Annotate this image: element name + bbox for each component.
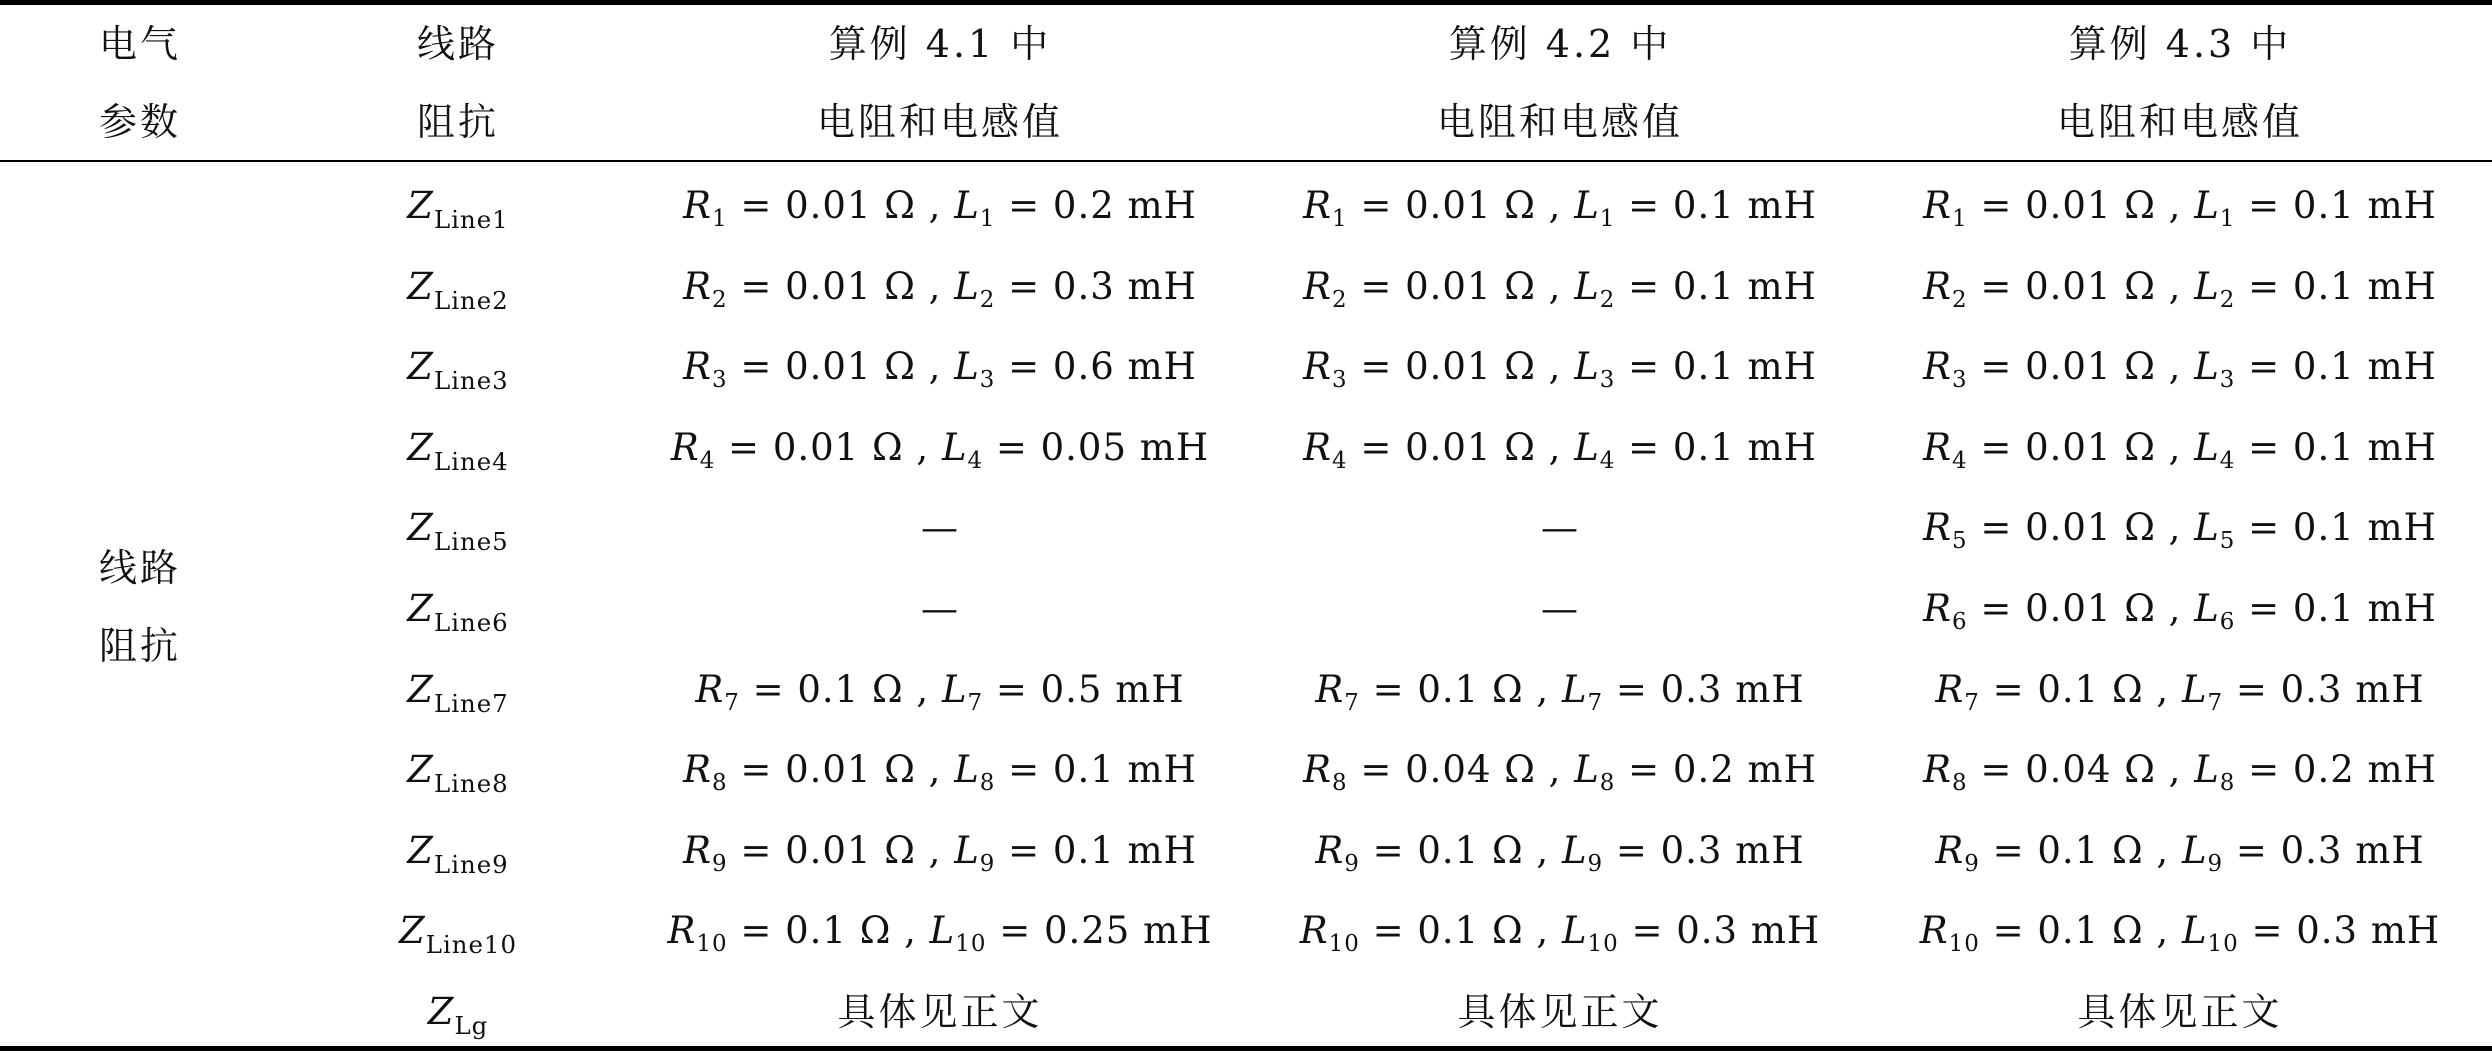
inductance-subscript: 7 [2207, 690, 2224, 717]
resistance-value: = 0.01 Ω , [727, 184, 955, 227]
resistance-symbol: R [1299, 909, 1329, 952]
resistance-symbol: R [695, 668, 725, 711]
inductance-symbol: L [2181, 668, 2208, 711]
inductance-value: = 0.1 mH [2235, 587, 2437, 630]
resistance-subscript: 7 [724, 690, 740, 717]
resistance-symbol: R [1303, 184, 1332, 227]
resistance-value: = 0.1 Ω , [1979, 829, 2182, 872]
impedance-label [358, 265, 558, 315]
value-cell-case-2 [1250, 508, 1870, 548]
impedance-symbol: Z [407, 829, 434, 872]
inductance-symbol: L [2194, 345, 2220, 388]
resistance-value: = 0.01 Ω , [1967, 506, 2195, 549]
value-cell-case-3 [1870, 426, 2490, 475]
resistance-symbol: R [1923, 748, 1952, 791]
resistance-value: = 0.01 Ω , [1967, 426, 2195, 469]
header-col1-line2: 参数 [98, 100, 181, 144]
inductance-symbol: L [954, 345, 980, 388]
resistance-symbol: R [683, 184, 712, 227]
value-cell-case-1 [630, 829, 1250, 878]
impedance-subscript: Line2 [434, 285, 509, 315]
inductance-value: = 0.1 mH [2235, 265, 2437, 308]
inductance-symbol: L [954, 748, 980, 791]
resistance-value: = 0.04 Ω , [1347, 748, 1575, 791]
inductance-subscript: 7 [967, 690, 984, 717]
resistance-value: = 0.1 Ω , [1979, 668, 2182, 711]
impedance-label [358, 426, 558, 476]
impedance-symbol: Z [407, 748, 434, 791]
value-cell-case-1 [630, 184, 1250, 233]
resistance-symbol: R [1923, 587, 1952, 630]
resistance-value: = 0.1 Ω , [1359, 668, 1562, 711]
inductance-value: = 0.3 mH [995, 265, 1197, 308]
resistance-subscript: 10 [1948, 931, 1980, 958]
resistance-value: = 0.01 Ω , [1967, 587, 2195, 630]
inductance-subscript: 8 [979, 770, 996, 797]
inductance-subscript: 4 [2219, 448, 2236, 475]
inductance-value: = 0.1 mH [995, 829, 1197, 872]
resistance-value: = 0.01 Ω , [727, 265, 955, 308]
resistance-symbol: R [683, 829, 712, 872]
value-cell-case-1 [630, 748, 1250, 797]
inductance-value: = 0.2 mH [1615, 748, 1817, 791]
value-cell-case-1 [630, 426, 1250, 475]
resistance-value: = 0.1 Ω , [739, 668, 942, 711]
inductance-symbol: L [954, 829, 980, 872]
impedance-symbol: Z [407, 587, 434, 630]
inductance-symbol: L [954, 184, 980, 227]
inductance-symbol: L [941, 668, 968, 711]
inductance-symbol: L [2194, 426, 2220, 469]
inductance-symbol: L [2181, 829, 2208, 872]
resistance-subscript: 7 [1344, 690, 1360, 717]
resistance-symbol: R [1923, 426, 1952, 469]
resistance-symbol: R [1923, 265, 1952, 308]
inductance-value: = 0.3 mH [2223, 829, 2425, 872]
resistance-subscript: 8 [711, 770, 728, 797]
impedance-symbol: Z [407, 668, 434, 711]
resistance-subscript: 5 [1951, 528, 1968, 555]
inductance-symbol: L [929, 909, 956, 952]
value-cell-case-3 [1870, 668, 2490, 717]
inductance-symbol: L [1574, 748, 1600, 791]
resistance-value: = 0.1 Ω , [1359, 829, 1562, 872]
header-col3-line1: 算例 4.1 中 [828, 22, 1052, 66]
inductance-value: = 0.1 mH [2235, 184, 2437, 227]
inductance-value: = 0.1 mH [995, 748, 1197, 791]
resistance-value: = 0.01 Ω , [727, 829, 955, 872]
resistance-value: = 0.01 Ω , [1967, 184, 2195, 227]
inductance-subscript: 9 [979, 851, 996, 878]
resistance-value: = 0.1 Ω , [727, 909, 930, 952]
inductance-value: = 0.1 mH [1615, 265, 1817, 308]
inductance-value: = 0.2 mH [995, 184, 1197, 227]
impedance-label [358, 990, 558, 1040]
resistance-subscript: 9 [1964, 851, 1980, 878]
inductance-symbol: L [1574, 184, 1600, 227]
resistance-symbol: R [1935, 829, 1965, 872]
inductance-value: = 0.3 mH [1603, 829, 1805, 872]
resistance-value: = 0.1 Ω , [1979, 909, 2182, 952]
inductance-subscript: 10 [1587, 931, 1619, 958]
inductance-subscript: 9 [1587, 851, 1604, 878]
note-text: 具体见正文 [1457, 990, 1663, 1034]
value-cell-case-2 [1250, 426, 1870, 475]
resistance-symbol: R [1923, 506, 1952, 549]
value-cell-case-3 [1870, 345, 2490, 394]
resistance-symbol: R [1923, 184, 1952, 227]
value-cell-case-2 [1250, 184, 1870, 233]
inductance-symbol: L [2181, 909, 2208, 952]
value-cell-case-2 [1250, 589, 1870, 629]
inductance-symbol: L [2194, 184, 2220, 227]
resistance-value: = 0.01 Ω , [1347, 345, 1575, 388]
inductance-symbol: L [2194, 587, 2220, 630]
inductance-subscript: 8 [2219, 770, 2236, 797]
value-cell-case-1 [630, 668, 1250, 717]
inductance-value: = 0.1 mH [2235, 426, 2437, 469]
resistance-value: = 0.01 Ω , [1347, 184, 1575, 227]
resistance-subscript: 7 [1964, 690, 1980, 717]
dash: — [1541, 587, 1579, 630]
resistance-subscript: 4 [1951, 448, 1968, 475]
inductance-value: = 0.1 mH [1615, 184, 1817, 227]
inductance-subscript: 3 [1599, 367, 1616, 394]
group-label-line2: 阻抗 [98, 624, 181, 668]
inductance-value: = 0.25 mH [986, 909, 1213, 952]
inductance-subscript: 2 [979, 287, 996, 314]
resistance-symbol: R [1303, 265, 1332, 308]
impedance-subscript: Line1 [434, 204, 509, 234]
resistance-subscript: 3 [1951, 367, 1968, 394]
impedance-label [358, 345, 558, 395]
impedance-subscript: Line6 [434, 607, 509, 637]
resistance-symbol: R [1303, 748, 1332, 791]
value-cell-case-1 [630, 345, 1250, 394]
inductance-value: = 0.3 mH [1603, 668, 1805, 711]
resistance-symbol: R [1923, 345, 1952, 388]
resistance-subscript: 6 [1951, 609, 1968, 636]
inductance-symbol: L [1561, 829, 1588, 872]
resistance-symbol: R [1315, 829, 1345, 872]
inductance-symbol: L [2194, 265, 2220, 308]
inductance-subscript: 3 [2219, 367, 2236, 394]
impedance-subscript: Line7 [434, 688, 509, 718]
dash: — [921, 587, 959, 630]
value-cell-case-1 [630, 508, 1250, 548]
inductance-value: = 0.3 mH [2223, 668, 2425, 711]
inductance-value: = 0.05 mH [983, 426, 1210, 469]
resistance-value: = 0.01 Ω , [727, 748, 955, 791]
impedance-label [358, 506, 558, 556]
inductance-value: = 0.3 mH [2238, 909, 2441, 952]
impedance-symbol: Z [427, 990, 455, 1033]
impedance-symbol: Z [407, 426, 434, 469]
resistance-subscript: 10 [696, 931, 728, 958]
resistance-value: = 0.01 Ω , [1967, 265, 2195, 308]
header-col2-line2: 阻抗 [416, 100, 499, 144]
header-col3-line2: 电阻和电感值 [816, 100, 1063, 144]
inductance-subscript: 10 [2207, 931, 2239, 958]
value-cell-case-3 [1870, 992, 2490, 1032]
resistance-subscript: 1 [1331, 206, 1348, 233]
inductance-symbol: L [954, 265, 980, 308]
header-col2-line1: 线路 [416, 22, 499, 66]
inductance-subscript: 8 [1599, 770, 1616, 797]
table-top-rule [0, 0, 2492, 5]
resistance-subscript: 2 [711, 287, 728, 314]
resistance-value: = 0.1 Ω , [1359, 909, 1562, 952]
resistance-subscript: 3 [711, 367, 728, 394]
header-col4-line1: 算例 4.2 中 [1448, 22, 1672, 66]
inductance-symbol: L [2194, 506, 2220, 549]
inductance-value: = 0.6 mH [995, 345, 1197, 388]
group-label-line1: 线路 [98, 546, 181, 590]
header-col4-line2: 电阻和电感值 [1436, 100, 1683, 144]
resistance-subscript: 2 [1331, 287, 1348, 314]
impedance-symbol: Z [407, 184, 434, 227]
value-cell-case-3 [1870, 184, 2490, 233]
inductance-symbol: L [1574, 426, 1600, 469]
resistance-value: = 0.01 Ω , [1347, 426, 1575, 469]
value-cell-case-2 [1250, 829, 1870, 878]
value-cell-case-3 [1870, 587, 2490, 636]
impedance-label [358, 829, 558, 879]
resistance-value: = 0.01 Ω , [1347, 265, 1575, 308]
impedance-label [358, 184, 558, 234]
value-cell-case-2 [1250, 668, 1870, 717]
note-text: 具体见正文 [837, 990, 1043, 1034]
resistance-symbol: R [667, 909, 697, 952]
value-cell-case-2 [1250, 909, 1870, 958]
value-cell-case-3 [1870, 506, 2490, 555]
dash: — [921, 506, 959, 549]
inductance-symbol: L [1561, 909, 1588, 952]
impedance-subscript: Line5 [434, 526, 509, 556]
resistance-symbol: R [1303, 345, 1332, 388]
impedance-subscript: Line3 [434, 365, 509, 395]
value-cell-case-3 [1870, 265, 2490, 314]
resistance-subscript: 4 [1331, 448, 1348, 475]
resistance-subscript: 10 [1328, 931, 1360, 958]
inductance-subscript: 1 [979, 206, 996, 233]
header-col5-line1: 算例 4.3 中 [2068, 22, 2292, 66]
inductance-symbol: L [1561, 668, 1588, 711]
resistance-symbol: R [1315, 668, 1345, 711]
resistance-value: = 0.01 Ω , [715, 426, 942, 469]
impedance-label [358, 668, 558, 718]
table-bottom-rule [0, 1046, 2492, 1051]
inductance-symbol: L [1574, 345, 1600, 388]
value-cell-case-2 [1250, 992, 1870, 1032]
inductance-subscript: 4 [1599, 448, 1616, 475]
inductance-symbol: L [1574, 265, 1600, 308]
resistance-symbol: R [1303, 426, 1332, 469]
resistance-symbol: R [683, 265, 712, 308]
impedance-subscript: Line4 [434, 446, 509, 476]
impedance-subscript: Line9 [434, 849, 509, 879]
inductance-subscript: 9 [2207, 851, 2224, 878]
inductance-value: = 0.3 mH [1618, 909, 1821, 952]
impedance-subscript: Line8 [434, 768, 509, 798]
inductance-value: = 0.5 mH [983, 668, 1185, 711]
value-cell-case-2 [1250, 265, 1870, 314]
inductance-subscript: 10 [955, 931, 987, 958]
note-text: 具体见正文 [2077, 990, 2283, 1034]
value-cell-case-3 [1870, 909, 2490, 958]
inductance-subscript: 7 [1587, 690, 1604, 717]
value-cell-case-3 [1870, 748, 2490, 797]
inductance-subscript: 2 [1599, 287, 1616, 314]
value-cell-case-2 [1250, 345, 1870, 394]
inductance-subscript: 3 [979, 367, 996, 394]
resistance-symbol: R [683, 345, 712, 388]
value-cell-case-1 [630, 909, 1250, 958]
inductance-subscript: 5 [2219, 528, 2236, 555]
impedance-subscript: Lg [454, 1010, 489, 1040]
value-cell-case-2 [1250, 748, 1870, 797]
impedance-symbol: Z [399, 909, 426, 952]
resistance-subscript: 1 [1951, 206, 1968, 233]
header-col1-line1: 电气 [98, 22, 181, 66]
resistance-value: = 0.01 Ω , [1967, 345, 2195, 388]
impedance-label [358, 748, 558, 798]
resistance-subscript: 4 [699, 448, 716, 475]
value-cell-case-1 [630, 589, 1250, 629]
resistance-symbol: R [683, 748, 712, 791]
resistance-subscript: 9 [1344, 851, 1360, 878]
inductance-subscript: 4 [967, 448, 984, 475]
inductance-value: = 0.2 mH [2235, 748, 2437, 791]
impedance-symbol: Z [407, 345, 434, 388]
inductance-value: = 0.1 mH [2235, 345, 2437, 388]
resistance-value: = 0.04 Ω , [1967, 748, 2195, 791]
resistance-symbol: R [670, 426, 700, 469]
inductance-value: = 0.1 mH [1615, 426, 1817, 469]
impedance-label [358, 587, 558, 637]
value-cell-case-1 [630, 265, 1250, 314]
inductance-subscript: 2 [2219, 287, 2236, 314]
impedance-symbol: Z [407, 506, 434, 549]
resistance-subscript: 9 [711, 851, 728, 878]
dash: — [1541, 506, 1579, 549]
inductance-subscript: 1 [2219, 206, 2236, 233]
header-bottom-rule [0, 160, 2492, 162]
resistance-subscript: 8 [1331, 770, 1348, 797]
resistance-subscript: 1 [711, 206, 728, 233]
resistance-subscript: 2 [1951, 287, 1968, 314]
resistance-symbol: R [1919, 909, 1949, 952]
value-cell-case-1 [630, 992, 1250, 1032]
impedance-symbol: Z [407, 265, 434, 308]
inductance-value: = 0.1 mH [2235, 506, 2437, 549]
resistance-symbol: R [1935, 668, 1965, 711]
resistance-value: = 0.01 Ω , [727, 345, 955, 388]
inductance-symbol: L [2194, 748, 2220, 791]
inductance-subscript: 6 [2219, 609, 2236, 636]
impedance-label [358, 909, 558, 959]
value-cell-case-3 [1870, 829, 2490, 878]
impedance-subscript: Line10 [425, 929, 517, 959]
resistance-subscript: 3 [1331, 367, 1348, 394]
inductance-symbol: L [941, 426, 968, 469]
inductance-value: = 0.1 mH [1615, 345, 1817, 388]
inductance-subscript: 1 [1599, 206, 1616, 233]
header-col5-line2: 电阻和电感值 [2056, 100, 2303, 144]
resistance-subscript: 8 [1951, 770, 1968, 797]
